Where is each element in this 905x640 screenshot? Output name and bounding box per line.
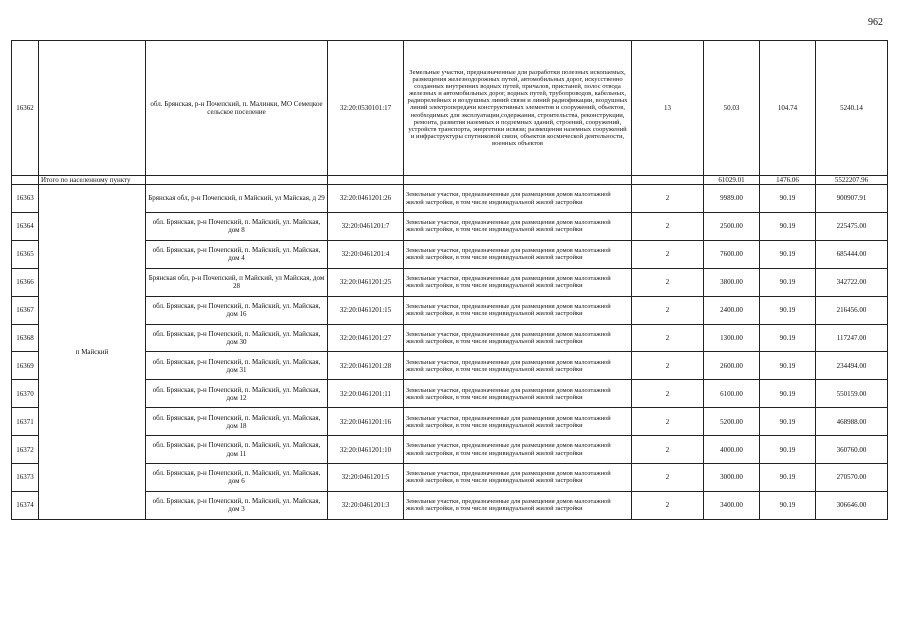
- total-rate: 1476.06: [760, 176, 816, 185]
- group-code: 2: [632, 352, 704, 380]
- cadastral-value: 900907.91: [816, 185, 888, 213]
- land-use-description: Земельные участки, предназначенные для размещения домов малоэтажной жилой застройки, в том числе индивидуальной жилой застройки: [404, 464, 632, 492]
- rate-value: 104.74: [760, 41, 816, 176]
- rate-value: 90.19: [760, 296, 816, 324]
- cadastral-number: 32:20:0461201:26: [328, 185, 404, 213]
- total-value: 5522207.96: [816, 176, 888, 185]
- land-use-description: Земельные участки, предназначенные для размещения домов малоэтажной жилой застройки, в том числе индивидуальной жилой застройки: [404, 268, 632, 296]
- address-cell: обл. Брянская, р-н Почепский, п. Майский, ул. Майская, дом 16: [146, 296, 328, 324]
- area-value: 1300.00: [704, 324, 760, 352]
- address-cell: обл. Брянская, р-н Почепский, п. Майский, ул. Майская, дом 6: [146, 464, 328, 492]
- cadastral-value: 306646.00: [816, 491, 888, 519]
- rate-value: 90.19: [760, 408, 816, 436]
- cadastral-value: 225475.00: [816, 212, 888, 240]
- area-value: 7600.00: [704, 240, 760, 268]
- cadastral-value: 270570.00: [816, 464, 888, 492]
- registry-table: [11, 40, 888, 520]
- address-cell: обл. Брянская, р-н Почепский, п. Майский, ул. Майская, дом 3: [146, 491, 328, 519]
- area-value: 9989.00: [704, 185, 760, 213]
- row-number: 16368: [12, 324, 39, 352]
- group-code: 2: [632, 380, 704, 408]
- row-number: 16373: [12, 464, 39, 492]
- row-number: 16370: [12, 380, 39, 408]
- cadastral-value: 685444.00: [816, 240, 888, 268]
- land-use-description: Земельные участки, предназначенные для размещения домов малоэтажной жилой застройки, в том числе индивидуальной жилой застройки: [404, 324, 632, 352]
- rate-value: 90.19: [760, 436, 816, 464]
- group-code: 2: [632, 324, 704, 352]
- cadastral-value: 234494.00: [816, 352, 888, 380]
- total-row: [12, 176, 888, 185]
- group-code: 2: [632, 436, 704, 464]
- table-row: [12, 185, 888, 213]
- land-use-description: Земельные участки, предназначенные для размещения домов малоэтажной жилой застройки, в том числе индивидуальной жилой застройки: [404, 436, 632, 464]
- group-code: 13: [632, 41, 704, 176]
- cadastral-number: 32:20:0461201:10: [328, 436, 404, 464]
- address-cell: обл. Брянская, р-н Почепский, п. Майский, ул. Майская, дом 18: [146, 408, 328, 436]
- rate-value: 90.19: [760, 352, 816, 380]
- cadastral-number: 32:20:0461201:27: [328, 324, 404, 352]
- row-number: 16372: [12, 436, 39, 464]
- cadastral-number: 32:20:0461201:7: [328, 212, 404, 240]
- total-area: 61029.01: [704, 176, 760, 185]
- cadastral-value: 117247.00: [816, 324, 888, 352]
- land-use-description: Земельные участки, предназначенные для размещения домов малоэтажной жилой застройки, в том числе индивидуальной жилой застройки: [404, 185, 632, 213]
- rate-value: 90.19: [760, 185, 816, 213]
- area-value: 6100.00: [704, 380, 760, 408]
- land-use-description: Земельные участки, предназначенные для размещения домов малоэтажной жилой застройки, в том числе индивидуальной жилой застройки: [404, 380, 632, 408]
- land-use-description: Земельные участки, предназначенные для размещения домов малоэтажной жилой застройки, в том числе индивидуальной жилой застройки: [404, 296, 632, 324]
- data-rows: [12, 185, 888, 520]
- group-code: 2: [632, 212, 704, 240]
- row-number: 16371: [12, 408, 39, 436]
- total-empty-cell: [146, 176, 328, 185]
- rate-value: 90.19: [760, 268, 816, 296]
- total-empty-cell: [328, 176, 404, 185]
- cadastral-value: 360760.00: [816, 436, 888, 464]
- area-value: 2500.00: [704, 212, 760, 240]
- area-value: 3400.00: [704, 491, 760, 519]
- land-use-description: Земельные участки, предназначенные для размещения домов малоэтажной жилой застройки, в том числе индивидуальной жилой застройки: [404, 408, 632, 436]
- address-cell: обл. Брянская, р-н Почепский, п. Майский, ул. Майская, дом 11: [146, 436, 328, 464]
- row-number: 16366: [12, 268, 39, 296]
- locality-cell: [39, 41, 146, 176]
- area-value: 50.03: [704, 41, 760, 176]
- total-empty-cell: [632, 176, 704, 185]
- cadastral-value: 550159.00: [816, 380, 888, 408]
- row-number: 16364: [12, 212, 39, 240]
- row-number: 16365: [12, 240, 39, 268]
- area-value: 2400.00: [704, 296, 760, 324]
- address-cell: обл. Брянская, р-н Почепский, п. Майский, ул. Майская, дом 4: [146, 240, 328, 268]
- cadastral-number: 32:20:0461201:3: [328, 491, 404, 519]
- table-row: [12, 41, 888, 176]
- cadastral-value: 216456.00: [816, 296, 888, 324]
- group-code: 2: [632, 240, 704, 268]
- address-cell: обл. Брянская, р-н Почепский, п. Майский, ул. Майская, дом 8: [146, 212, 328, 240]
- address-cell: Брянская обл, р-н Почепский, п Майский, ул Майская, д 29: [146, 185, 328, 213]
- address-cell: обл. Брянская, р-н Почепский, п. Майский, ул. Майская, дом 30: [146, 324, 328, 352]
- area-value: 5200.00: [704, 408, 760, 436]
- cadastral-value: 5240.14: [816, 41, 888, 176]
- cadastral-number: 32:20:0461201:28: [328, 352, 404, 380]
- group-code: 2: [632, 268, 704, 296]
- group-code: 2: [632, 491, 704, 519]
- area-value: 2600.00: [704, 352, 760, 380]
- area-value: 3000.00: [704, 464, 760, 492]
- group-code: 2: [632, 185, 704, 213]
- land-use-description: Земельные участки, предназначенные для размещения домов малоэтажной жилой застройки, в том числе индивидуальной жилой застройки: [404, 212, 632, 240]
- row-number: 16374: [12, 491, 39, 519]
- address-cell: обл. Брянская, р-н Почепский, п. Малинки, МО Семецкое сельское поселение: [146, 41, 328, 176]
- total-empty-cell: [404, 176, 632, 185]
- area-value: 4000.00: [704, 436, 760, 464]
- page-number: 962: [868, 17, 883, 28]
- rate-value: 90.19: [760, 324, 816, 352]
- land-use-description: Земельные участки, предназначенные для размещения домов малоэтажной жилой застройки, в том числе индивидуальной жилой застройки: [404, 240, 632, 268]
- cadastral-value: 468988.00: [816, 408, 888, 436]
- cadastral-number: 32:20:0461201:4: [328, 240, 404, 268]
- rate-value: 90.19: [760, 212, 816, 240]
- cadastral-number: 32:20:0461201:5: [328, 464, 404, 492]
- group-code: 2: [632, 464, 704, 492]
- group-code: 2: [632, 296, 704, 324]
- cadastral-value: 342722.00: [816, 268, 888, 296]
- land-use-description: Земельные участки, предназначенные для размещения домов малоэтажной жилой застройки, в том числе индивидуальной жилой застройки: [404, 352, 632, 380]
- address-cell: обл. Брянская, р-н Почепский, п. Майский, ул. Майская, дом 31: [146, 352, 328, 380]
- area-value: 3800.00: [704, 268, 760, 296]
- address-cell: Брянская обл, р-н Почепский, п Майский, ул Майская, дом 28: [146, 268, 328, 296]
- land-use-description: Земельные участки, предназначенные для разработки полезных ископаемых, размещения железнодорожных путей, автомобильных дорог, искусственно созданных внутренних водных путей, причалов, пристаней, полос отвода железных и автомобильных дорог, водных путей, трубопроводов, кабельных, радиорелейных и воздушных линий связи и линий радиофикации, воздушных линий электропередачи конструктивных элементов и сооружений, объектов, необходимых для эксплуатации,содержания, строительства, реконструкции, ремонта, развития наземных и подземных зданий, строений, сооружений, устройств транспорта, энергетики исвязи; размещения наземных сооружений и инфраструктуры спутниковой связи, объектов космической деятельности, военных объектов: [404, 41, 632, 176]
- rate-value: 90.19: [760, 240, 816, 268]
- total-label: Итого по населенному пункту: [39, 176, 146, 185]
- address-cell: обл. Брянская, р-н Почепский, п. Майский, ул. Майская, дом 12: [146, 380, 328, 408]
- rate-value: 90.19: [760, 380, 816, 408]
- cadastral-number: 32:20:0461201:25: [328, 268, 404, 296]
- cadastral-number: 32:20:0461201:11: [328, 380, 404, 408]
- group-code: 2: [632, 408, 704, 436]
- land-use-description: Земельные участки, предназначенные для размещения домов малоэтажной жилой застройки, в том числе индивидуальной жилой застройки: [404, 491, 632, 519]
- locality-name: п Майский: [39, 185, 146, 520]
- total-empty-cell: [12, 176, 39, 185]
- cadastral-number: 32:20:0461201:16: [328, 408, 404, 436]
- row-number: 16363: [12, 185, 39, 213]
- rate-value: 90.19: [760, 491, 816, 519]
- cadastral-number: 32:20:0461201:15: [328, 296, 404, 324]
- rate-value: 90.19: [760, 464, 816, 492]
- row-number: 16367: [12, 296, 39, 324]
- cadastral-number: 32:20:0530101:17: [328, 41, 404, 176]
- row-number: 16362: [12, 41, 39, 176]
- row-number: 16369: [12, 352, 39, 380]
